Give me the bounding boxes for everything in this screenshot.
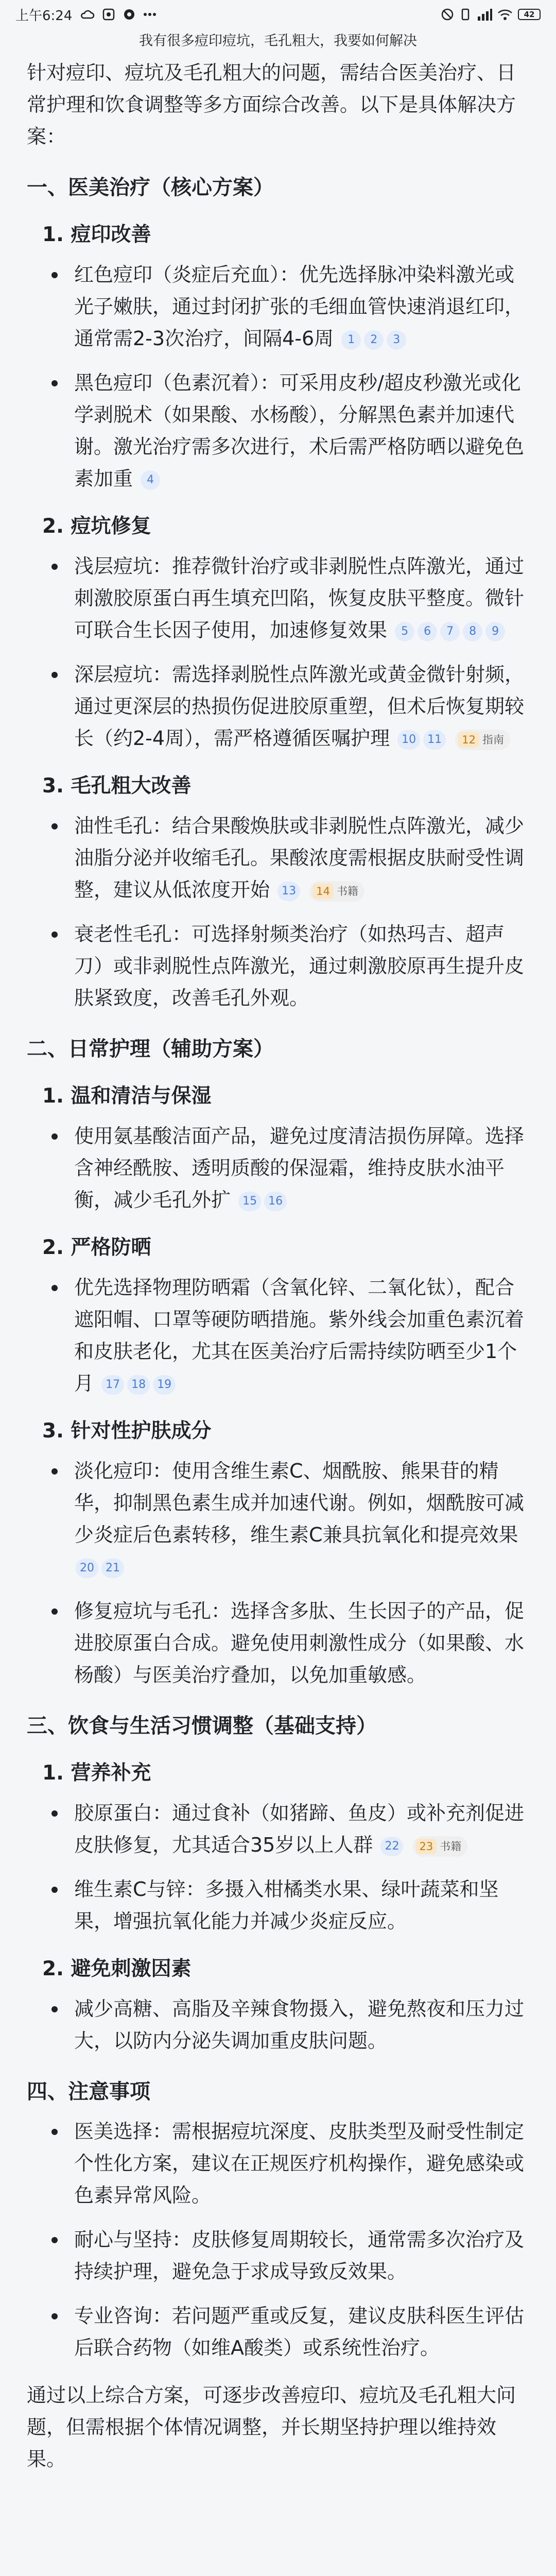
- cloud-icon: [79, 9, 95, 20]
- citation-badge[interactable]: 5: [395, 622, 414, 641]
- source-tag-number: 12: [458, 732, 479, 748]
- app-badge-icon: [123, 8, 136, 21]
- subsection-title: 1. 营养补充: [42, 1761, 151, 1785]
- source-tag-label: 书籍: [336, 885, 358, 897]
- item-text: 医美选择：需根据痘坑深度、皮肤类型及耐受性制定个性化方案，建议在正规医疗机构操作，避免感染或色素异常风险。: [74, 2120, 525, 2207]
- intro-paragraph: 针对痘印、痘坑及毛孔粗大的问题，需结合医美治疗、日常护理和饮食调整等多方面综合改善。以下是具体解决方案：: [27, 61, 516, 148]
- item-text: 专业咨询：若问题严重或反复，建议皮肤科医生评估后联合药物（如维A酸类）或系统性治疗。: [74, 2304, 525, 2359]
- list-item: [27, 1797, 529, 1861]
- list-item: [27, 1272, 529, 1399]
- citation-badge[interactable]: 4: [141, 470, 160, 490]
- subsection-title: 3. 毛孔粗大改善: [42, 774, 192, 798]
- citation-badge[interactable]: 18: [127, 1375, 150, 1395]
- conclusion-paragraph: 通过以上综合方案，可逐步改善痘印、痘坑及毛孔粗大问题，但需根据个体情况调整，并长期坚持护理以维持效果。: [27, 2384, 516, 2470]
- subsection-title: 1. 痘印改善: [42, 223, 151, 246]
- item-text: 使用氨基酸洁面产品，避免过度清洁损伤屏障。选择含神经酰胺、透明质酸的保湿霜，维持皮肤水油平衡，减少毛孔外扩: [74, 1125, 525, 1211]
- citation-badge[interactable]: 7: [440, 622, 460, 641]
- item-text: 维生素C与锌：多摄入柑橘类水果、绿叶蔬菜和坚果，增强抗氧化能力并减少炎症反应。: [74, 1878, 499, 1933]
- chat-title: 我有很多痘印痘坑，毛孔粗大，我要如何解决: [139, 33, 417, 49]
- list-item: [27, 1595, 529, 1691]
- section-title: 二、日常护理（辅助方案）: [27, 1037, 274, 1061]
- item-text: 浅层痘坑：推荐微针治疗或非剥脱性点阵激光，通过刺激胶原蛋白再生填充凹陷，恢复皮肤平整度。微针可联合生长因子使用，加速修复效果: [74, 555, 525, 641]
- subsection-title: 2. 避免刺激因素: [42, 1957, 192, 1980]
- section-title: 四、注意事项: [27, 2080, 150, 2104]
- item-text: 黑色痘印（色素沉着）：可采用皮秒/超皮秒激光或化学剥脱术（如果酸、水杨酸），分解黑色素并加速代谢。激光治疗需多次进行，术后需严格防晒以避免色素加重: [74, 371, 525, 490]
- subsection-title: 3. 针对性护肤成分: [42, 1419, 212, 1443]
- citation-badge[interactable]: 20: [76, 1558, 98, 1578]
- list-item: [27, 918, 529, 1014]
- citation-badge[interactable]: 19: [153, 1375, 176, 1395]
- item-text: 胶原蛋白：通过食补（如猪蹄、鱼皮）或补充剂促进皮肤修复，尤其适合35岁以上人群: [74, 1802, 525, 1856]
- source-tag-number: 14: [312, 884, 334, 899]
- source-tag-label: 书籍: [440, 1840, 462, 1853]
- citation-badge[interactable]: 16: [264, 1192, 287, 1211]
- list-item: [27, 2115, 529, 2211]
- list-item: [27, 1873, 529, 1937]
- source-tag[interactable]: [309, 881, 364, 902]
- status-bar: [0, 0, 556, 29]
- section-title: 三、饮食与生活习惯调整（基础支持）: [27, 1714, 377, 1738]
- source-tag[interactable]: [413, 1836, 468, 1857]
- list-item: [27, 1993, 529, 2057]
- subsection-title: 1. 温和清洁与保湿: [42, 1084, 212, 1108]
- list-item: [27, 2300, 529, 2364]
- wifi-icon: [497, 8, 513, 21]
- list-item: [27, 367, 529, 495]
- citation-badge[interactable]: 13: [277, 882, 300, 901]
- section-title: 一、医美治疗（核心方案）: [27, 176, 274, 199]
- battery-indicator: 42: [518, 9, 541, 20]
- citation-badge[interactable]: 9: [485, 622, 505, 641]
- item-text: 减少高糖、高脂及辛辣食物摄入，避免熬夜和压力过大，以防内分泌失调加重皮肤问题。: [74, 1997, 525, 2052]
- item-text: 修复痘坑与毛孔：选择含多肽、生长因子的产品，促进胶原蛋白合成。避免使用刺激性成分（如果酸、水杨酸）与医美治疗叠加，以免加重敏感。: [74, 1600, 525, 1686]
- citation-badge[interactable]: 21: [101, 1558, 124, 1578]
- citation-badge[interactable]: 15: [238, 1192, 261, 1211]
- citation-badge[interactable]: 6: [418, 622, 437, 641]
- citation-badge[interactable]: 11: [423, 730, 446, 750]
- item-text: 淡化痘印：使用含维生素C、烟酰胺、熊果苷的精华，抑制黑色素生成并加速代谢。例如，烟酰胺可减少炎症后色素转移，维生素C兼具抗氧化和提亮效果: [74, 1460, 525, 1546]
- item-text: 优先选择物理防晒霜（含氧化锌、二氧化钛），配合遮阳帽、口罩等硬防晒措施。紫外线会加重色素沉着和皮肤老化，尤其在医美治疗后需持续防晒至少1个月: [74, 1276, 525, 1395]
- vibrate-icon: [459, 8, 472, 21]
- subsection-title: 2. 严格防晒: [42, 1236, 151, 1259]
- source-tag[interactable]: [455, 730, 510, 750]
- item-text: 油性毛孔：结合果酸焕肤或非剥脱性点阵激光，减少油脂分泌并收缩毛孔。果酸浓度需根据皮肤耐受性调整，建议从低浓度开始: [74, 815, 525, 901]
- citation-badge[interactable]: 3: [387, 330, 406, 350]
- citation-badge[interactable]: 22: [380, 1837, 403, 1856]
- silent-icon: [441, 8, 454, 21]
- list-item: [27, 1455, 529, 1583]
- notification-icon: [102, 8, 115, 21]
- list-item: [27, 259, 529, 354]
- item-text: 衰老性毛孔：可选择射频类治疗（如热玛吉、超声刀）或非剥脱性点阵激光，通过刺激胶原再生提升皮肤紧致度，改善毛孔外观。: [74, 923, 525, 1009]
- more-dots-icon: [143, 12, 157, 17]
- list-item: [27, 658, 529, 754]
- list-item: [27, 1120, 529, 1216]
- item-text: 深层痘坑：需选择剥脱性点阵激光或黄金微针射频，通过更深层的热损伤促进胶原重塑，但术后恢复期较长（约2-4周），需严格遵循医嘱护理: [74, 663, 525, 750]
- citation-badge[interactable]: 10: [397, 730, 420, 750]
- source-tag-number: 23: [416, 1839, 437, 1854]
- subsection-title: 2. 痘坑修复: [42, 515, 151, 538]
- citation-badge[interactable]: 8: [463, 622, 482, 641]
- citation-badge[interactable]: 2: [364, 330, 384, 350]
- item-text: 红色痘印（炎症后充血）：优先选择脉冲染料激光或光子嫩肤，通过封闭扩张的毛细血管快速消退红印，通常需2-3次治疗，间隔4-6周: [74, 263, 525, 350]
- signal-icon: [477, 8, 492, 21]
- status-time: 上午6:24: [15, 8, 73, 24]
- citation-badge[interactable]: 17: [101, 1375, 124, 1395]
- citation-badge[interactable]: 1: [341, 330, 361, 350]
- list-item: [27, 550, 529, 646]
- source-tag-label: 指南: [482, 733, 504, 746]
- item-text: 耐心与坚持：皮肤修复周期较长，通常需多次治疗及持续护理，避免急于求成导致反效果。: [74, 2228, 525, 2283]
- list-item: [27, 810, 529, 906]
- answer-content: [0, 57, 556, 2576]
- list-item: [27, 2224, 529, 2287]
